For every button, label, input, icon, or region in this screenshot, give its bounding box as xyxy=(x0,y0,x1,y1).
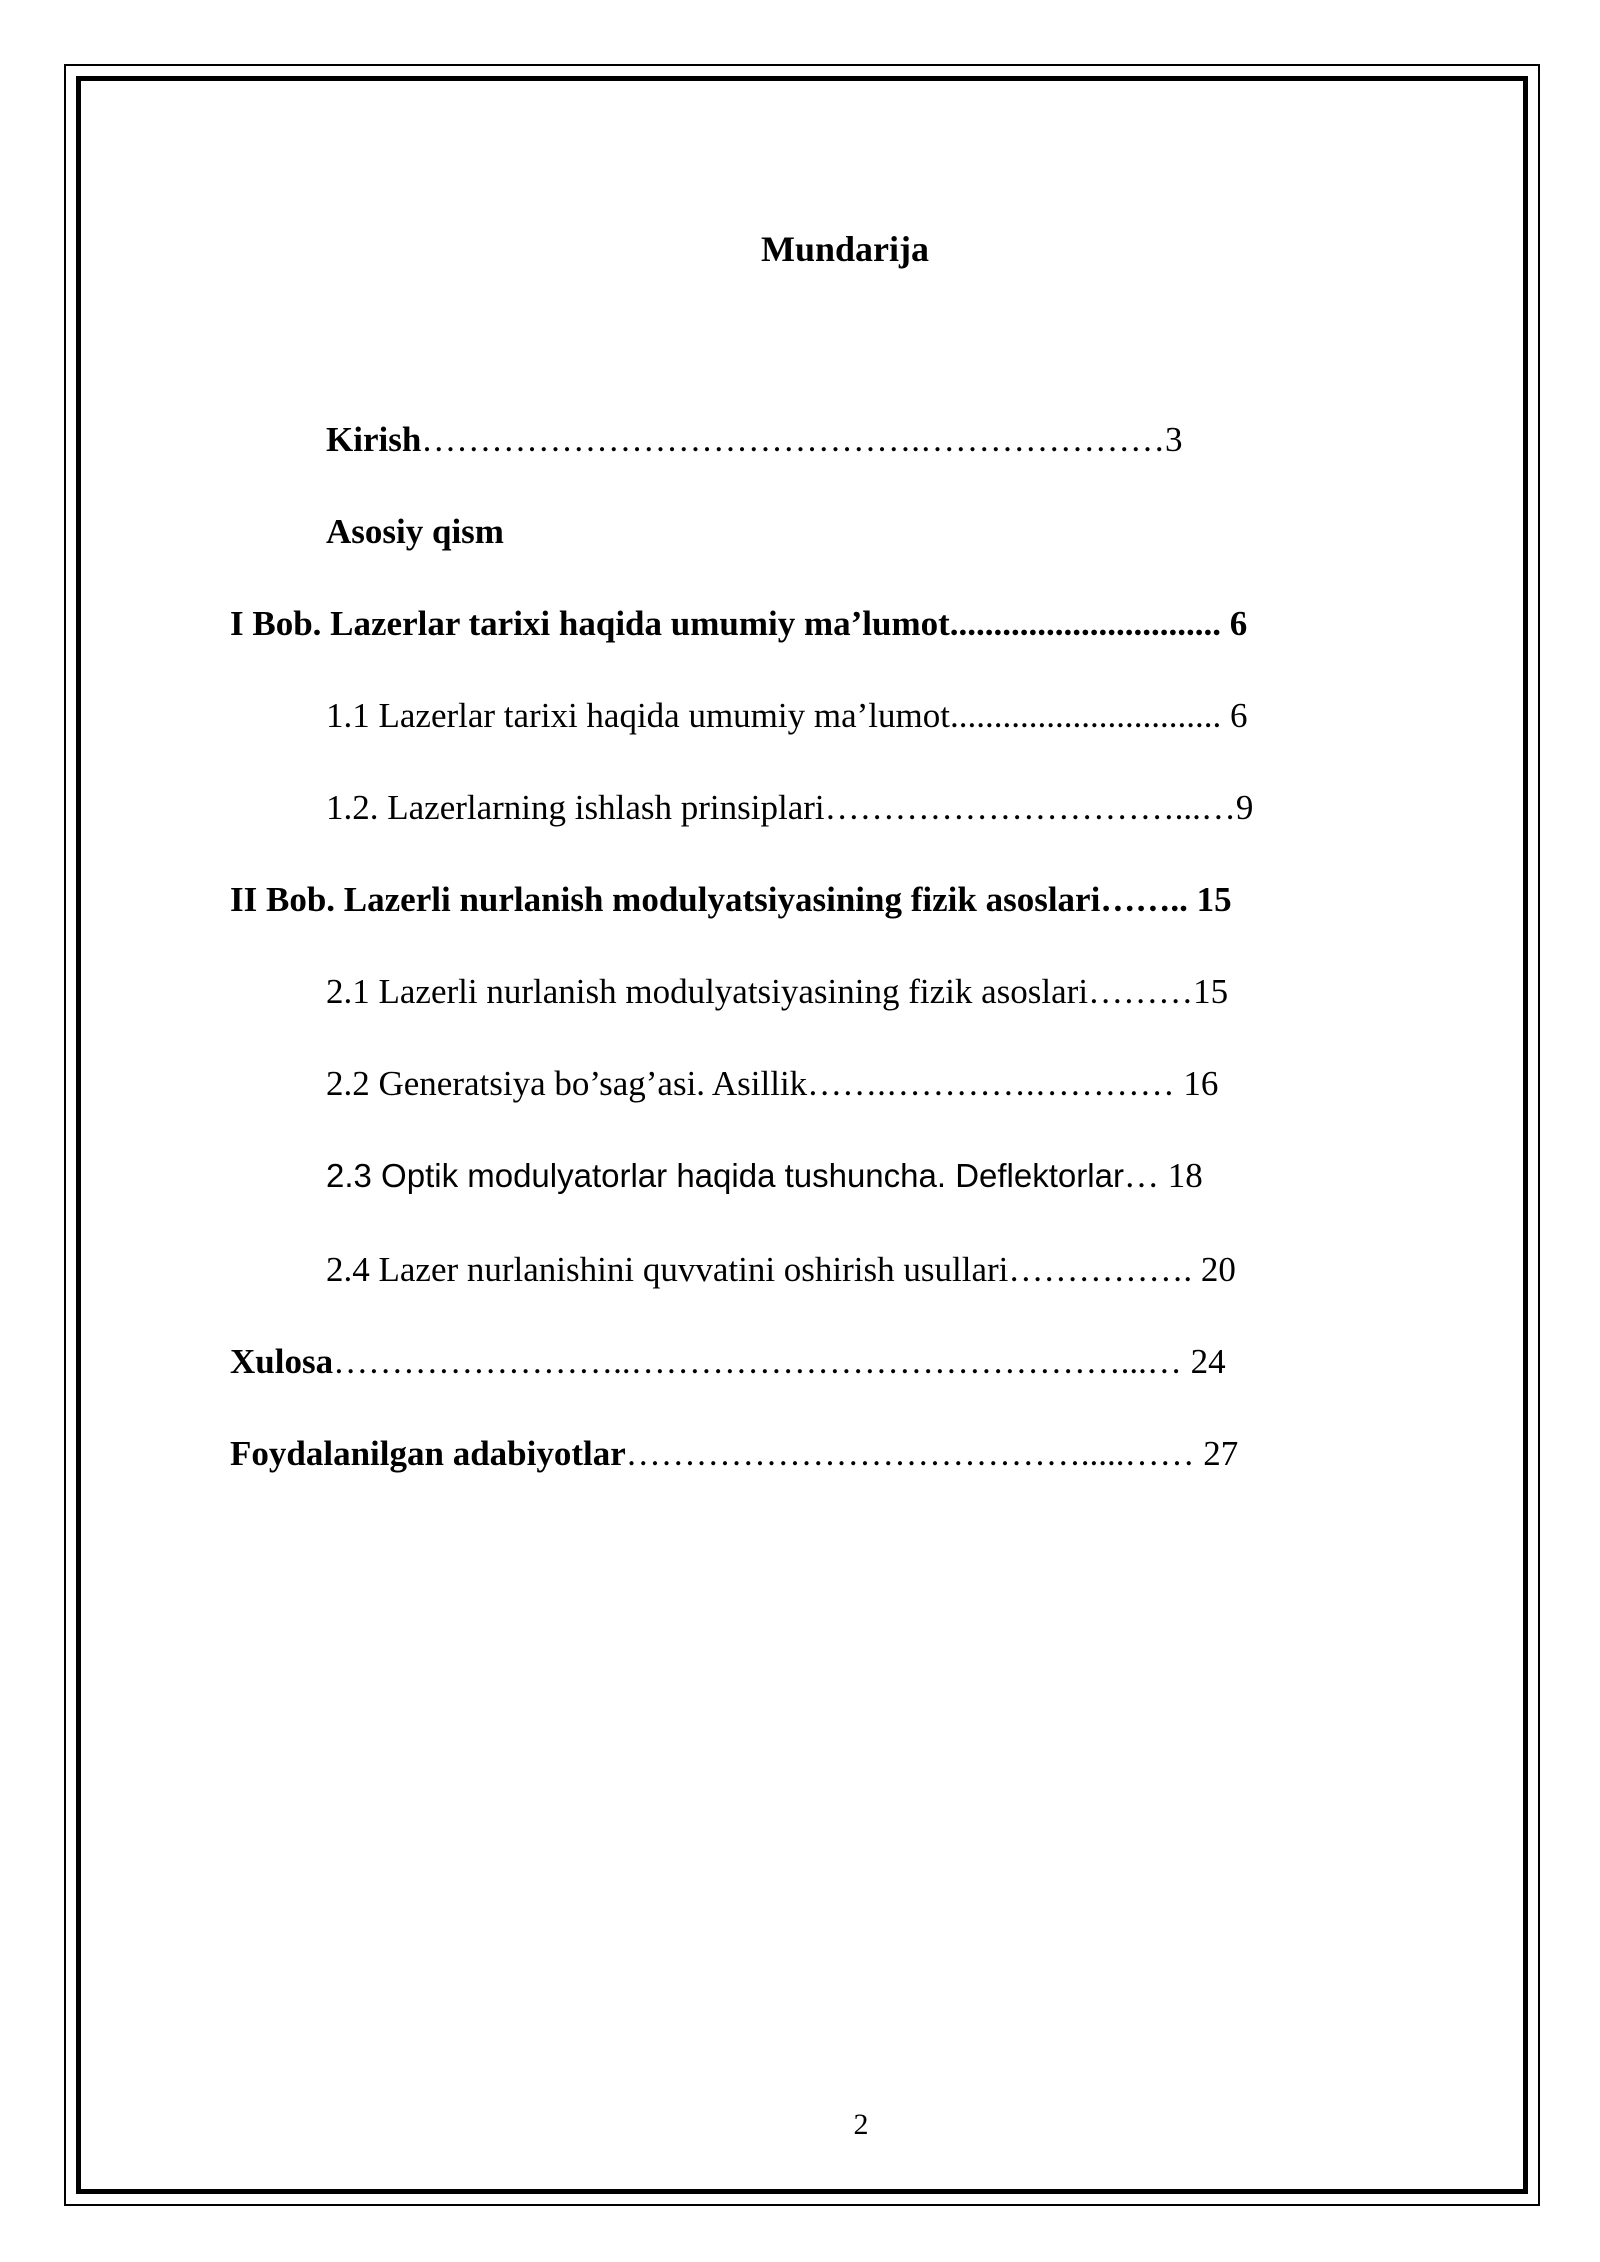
toc-entry-text: 1.1 Lazerlar tarixi haqida umumiy ma’lumot xyxy=(326,696,950,735)
toc-entry-leader: ……………………..……………………………………...… xyxy=(333,1342,1191,1381)
toc-entry-leader: ............................... xyxy=(949,696,1230,735)
page-border-inner xyxy=(76,76,1528,2194)
toc-entry-text: Xulosa xyxy=(230,1342,334,1381)
toc-entry-leader: ............................... xyxy=(949,604,1230,643)
toc-entry-text: Kirish xyxy=(326,420,422,459)
page-number: 2 xyxy=(853,2108,869,2141)
toc-entry-text: 2.4 Lazer nurlanishini quvvatini oshirish usullari xyxy=(326,1250,1009,1289)
toc-entry-leader: ……………. xyxy=(1008,1250,1201,1289)
toc-entry-text: Asosiy qism xyxy=(326,512,504,551)
toc-entry-leader: …………………………...… xyxy=(824,788,1236,827)
toc-entry-leader: … xyxy=(1123,1156,1168,1195)
toc-entry-leader: ………………………………….....…… xyxy=(625,1434,1204,1473)
toc-entry-page: 20 xyxy=(1200,1250,1236,1289)
toc-entry-page: 3 xyxy=(1165,420,1183,459)
toc-entry-page: 18 xyxy=(1167,1156,1203,1195)
toc-entry-adabiyotlar xyxy=(230,1436,1238,1471)
toc-entry-chapter-2 xyxy=(230,882,1232,917)
toc-entry-section-1-1 xyxy=(326,698,1247,733)
toc-entry-leader: …………………………………….………………… xyxy=(421,420,1166,459)
page-title: Mundarija xyxy=(760,229,929,269)
toc-entry-section-2-2 xyxy=(326,1066,1218,1101)
toc-entry-text: I Bob. Lazerlar tarixi haqida umumiy ma’lumot xyxy=(230,604,950,643)
toc-entry-page: 9 xyxy=(1235,788,1254,827)
toc-entry-leader: ……… xyxy=(1088,972,1194,1011)
toc-entry-text: 2.3 Optik modulyatorlar haqida tushuncha. Deflektorlar xyxy=(326,1157,1124,1194)
toc-entry-text: Foydalanilgan adabiyotlar xyxy=(230,1434,626,1473)
toc-entry-text: 1.2. Lazerlarning ishlash prinsiplari xyxy=(326,788,825,827)
toc-entry-text: II Bob. Lazerli nurlanish modulyatsiyasining fizik asoslari xyxy=(230,880,1101,919)
toc-entry-xulosa xyxy=(230,1344,1226,1379)
toc-entry-kirish xyxy=(326,422,1183,457)
toc-entry-leader: …….………….………… xyxy=(807,1064,1184,1103)
toc-entry-text: 2.2 Generatsiya bo’sag’asi. Asillik xyxy=(326,1064,808,1103)
toc-entry-page: 24 xyxy=(1190,1342,1226,1381)
toc-entry-section-2-1 xyxy=(326,974,1228,1009)
toc-entry-section-2-4 xyxy=(326,1252,1236,1287)
toc-entry-page: 6 xyxy=(1229,696,1248,735)
toc-entry-chapter-1 xyxy=(230,606,1247,641)
toc-entry-page: 27 xyxy=(1203,1434,1239,1473)
toc-entry-text: 2.1 Lazerli nurlanish modulyatsiyasining fizik asoslari xyxy=(326,972,1089,1011)
toc-heading-asosiy-qism xyxy=(326,514,504,549)
toc-entry-page: 15 xyxy=(1193,972,1229,1011)
toc-entry-section-1-2 xyxy=(326,790,1253,825)
toc-entry-page: 15 xyxy=(1196,880,1232,919)
toc-entry-section-2-3 xyxy=(326,1158,1203,1193)
toc-entry-page: 6 xyxy=(1229,604,1248,643)
toc-entry-page: 16 xyxy=(1183,1064,1219,1103)
toc-entry-leader: …….. xyxy=(1100,880,1197,919)
